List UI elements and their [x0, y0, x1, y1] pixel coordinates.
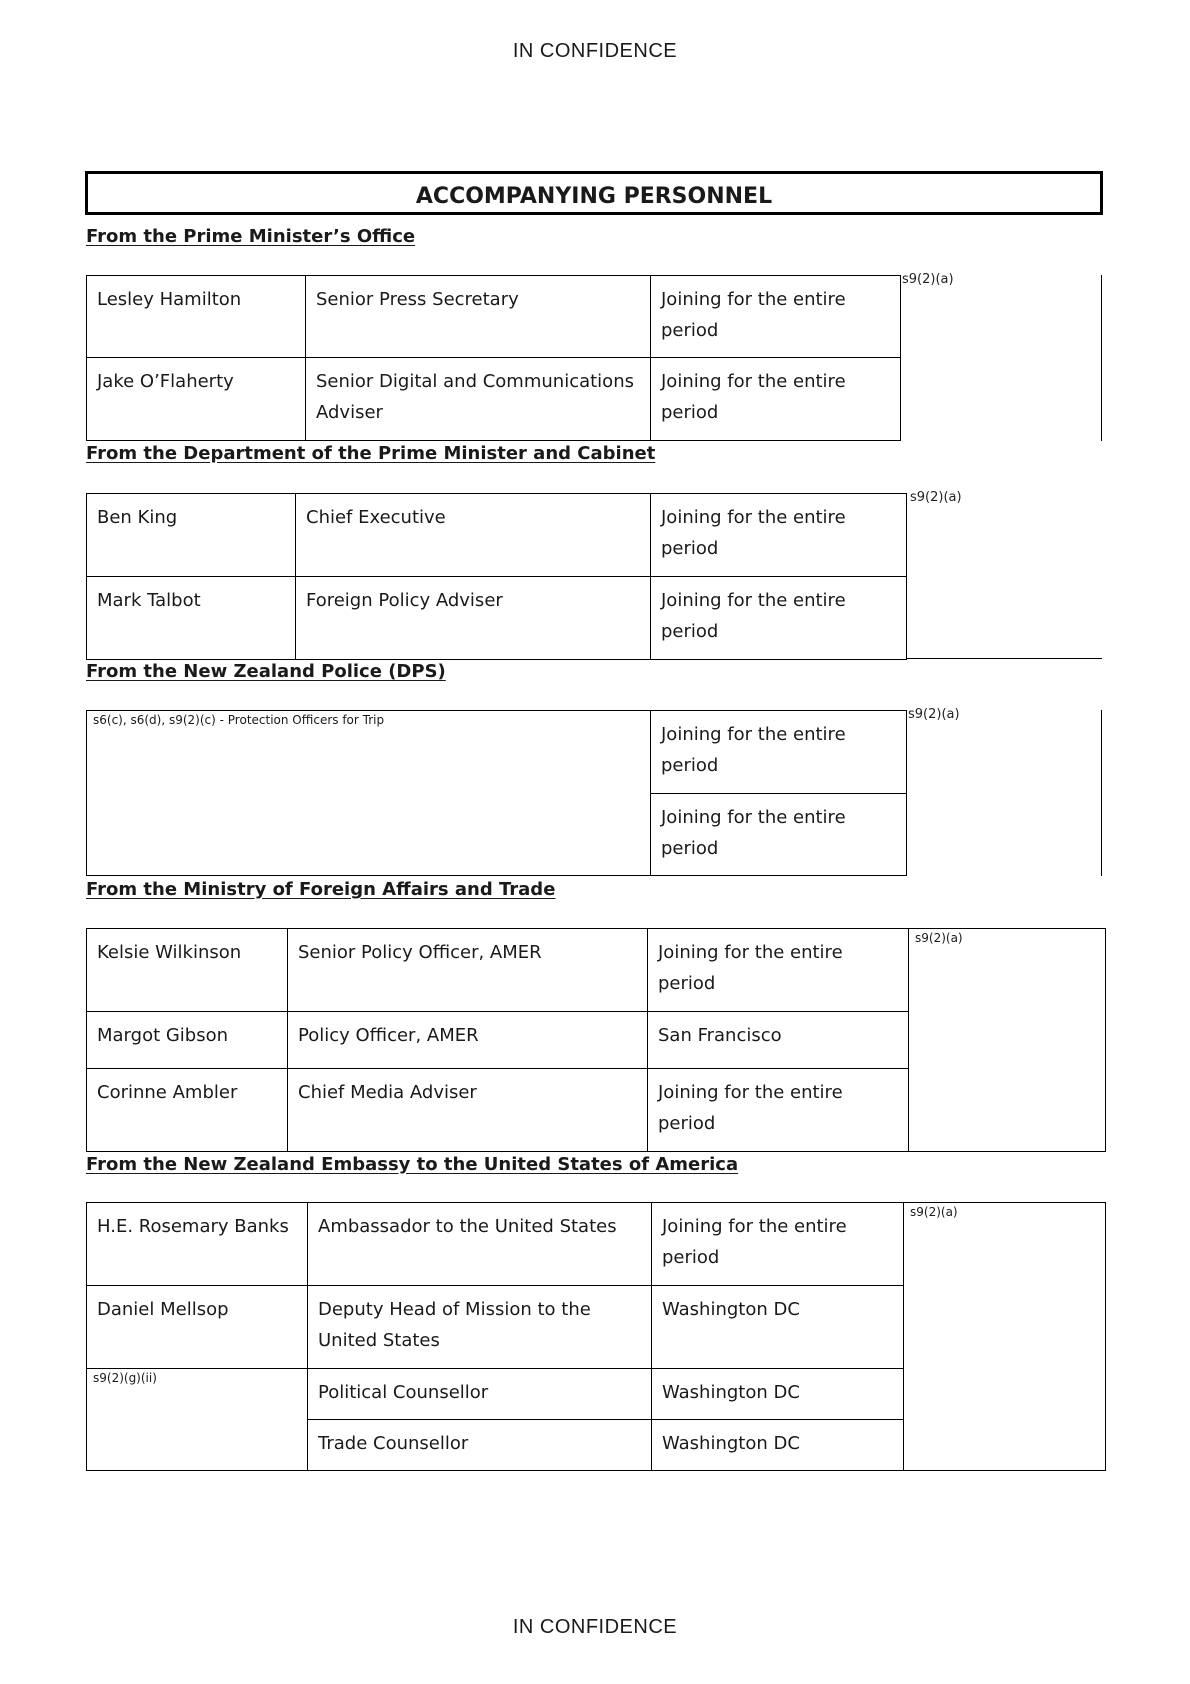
table-row	[87, 276, 901, 358]
table-row	[87, 1203, 1106, 1286]
person-period: Joining for the entire period	[651, 711, 907, 794]
table-row	[87, 929, 1106, 1012]
person-role: Policy Officer, AMER	[288, 1012, 648, 1069]
table-row	[87, 577, 907, 660]
person-period: San Francisco	[648, 1012, 909, 1069]
person-role: Ambassador to the United States	[308, 1203, 652, 1286]
person-name: Corinne Ambler	[87, 1069, 288, 1152]
redaction-border	[1101, 710, 1102, 876]
table-row	[87, 711, 907, 794]
person-role: Deputy Head of Mission to the United States	[308, 1286, 652, 1369]
header-confidentiality: IN CONFIDENCE	[512, 40, 678, 62]
page-title: ACCOMPANYING PERSONNEL	[415, 184, 773, 209]
redacted-block	[87, 1369, 308, 1471]
redaction-label: s9(2)(a)	[910, 1205, 958, 1219]
table-row	[87, 358, 901, 441]
person-role: Chief Executive	[296, 494, 651, 577]
person-role: Foreign Policy Adviser	[296, 577, 651, 660]
person-period: Joining for the entire period	[651, 276, 901, 358]
section-heading-embassy: From the New Zealand Embassy to the United States of America	[86, 1154, 739, 1175]
title-box	[85, 171, 1103, 215]
person-period: Joining for the entire period	[651, 358, 901, 441]
person-period: Joining for the entire period	[651, 494, 907, 577]
person-period: Joining for the entire period	[651, 794, 907, 876]
redacted-block	[909, 929, 1106, 1152]
redaction-label: s9(2)(a)	[910, 490, 962, 505]
redaction-label-embassy: s9(2)(g)(ii)	[93, 1371, 157, 1385]
person-period: Joining for the entire period	[648, 1069, 909, 1152]
person-name: Daniel Mellsop	[87, 1286, 308, 1369]
person-name: Margot Gibson	[87, 1012, 288, 1069]
table-row	[87, 494, 907, 577]
redacted-block	[87, 711, 651, 876]
person-role: Chief Media Adviser	[288, 1069, 648, 1152]
redaction-label: s9(2)(a)	[902, 272, 954, 287]
person-role: Senior Press Secretary	[306, 276, 651, 358]
table-mfat	[86, 928, 1106, 1152]
person-name: Lesley Hamilton	[87, 276, 306, 358]
person-period: Washington DC	[652, 1420, 904, 1471]
person-role: Political Counsellor	[308, 1369, 652, 1420]
section-heading-pm-office: From the Prime Minister’s Office	[86, 226, 416, 247]
section-heading-mfat: From the Ministry of Foreign Affairs and Trade	[86, 879, 556, 900]
person-name: Kelsie Wilkinson	[87, 929, 288, 1012]
redaction-label: s9(2)(a)	[908, 707, 960, 722]
table-dpmc	[86, 493, 907, 660]
redaction-border	[906, 658, 1102, 659]
table-police	[86, 710, 907, 876]
person-name: Jake O’Flaherty	[87, 358, 306, 441]
person-period: Washington DC	[652, 1286, 904, 1369]
table-embassy	[86, 1202, 1106, 1471]
section-heading-dpmc: From the Department of the Prime Minister and Cabinet	[86, 443, 656, 464]
person-role: Trade Counsellor	[308, 1420, 652, 1471]
person-name: H.E. Rosemary Banks	[87, 1203, 308, 1286]
person-name: Ben King	[87, 494, 296, 577]
person-name: Mark Talbot	[87, 577, 296, 660]
table-pm-office	[86, 275, 901, 441]
footer-confidentiality: IN CONFIDENCE	[512, 1616, 678, 1638]
person-role: Senior Policy Officer, AMER	[288, 929, 648, 1012]
redacted-block	[904, 1203, 1106, 1471]
person-period: Joining for the entire period	[651, 577, 907, 660]
person-period: Joining for the entire period	[648, 929, 909, 1012]
redaction-label: s9(2)(a)	[915, 931, 963, 945]
redaction-border	[1101, 275, 1102, 441]
redaction-label-dps: s6(c), s6(d), s9(2)(c) - Protection Officers for Trip	[93, 713, 385, 727]
person-role: Senior Digital and Communications Adviser	[306, 358, 651, 441]
section-heading-police: From the New Zealand Police (DPS)	[86, 661, 446, 682]
person-period: Joining for the entire period	[652, 1203, 904, 1286]
person-period: Washington DC	[652, 1369, 904, 1420]
